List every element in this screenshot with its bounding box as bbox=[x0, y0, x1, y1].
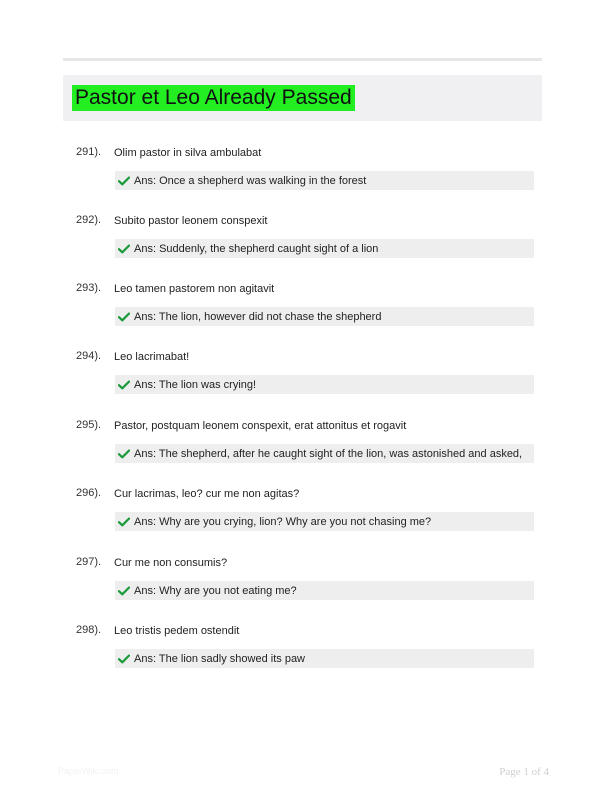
question-item bbox=[0, 282, 606, 342]
question-item bbox=[0, 214, 606, 274]
question-text: Leo tristis pedem ostendit bbox=[114, 625, 240, 637]
checkmark-icon bbox=[118, 380, 130, 390]
checkmark-icon bbox=[118, 244, 130, 254]
answer-box bbox=[115, 444, 534, 463]
checkmark-icon bbox=[118, 449, 130, 459]
question-item bbox=[0, 556, 606, 616]
question-number: 298). bbox=[76, 624, 102, 636]
answer-box bbox=[115, 307, 534, 326]
question-text: Pastor, postquam leonem conspexit, erat attonitus et rogavit bbox=[114, 420, 407, 432]
answer-text: Ans: The shepherd, after he caught sight of the lion, was astonished and asked, bbox=[134, 447, 523, 460]
question-text: Leo tamen pastorem non agitavit bbox=[114, 283, 275, 295]
question-number: 292). bbox=[76, 214, 102, 226]
question-item bbox=[0, 146, 606, 206]
page-indicator: Page 1 of 4 bbox=[499, 766, 549, 778]
answer-text: Ans: The lion, however did not chase the shepherd bbox=[134, 310, 382, 323]
question-item bbox=[0, 419, 606, 479]
checkmark-icon bbox=[118, 312, 130, 322]
answer-text: Ans: The lion sadly showed its paw bbox=[134, 652, 305, 665]
answer-box bbox=[115, 375, 534, 394]
page-title: Pastor et Leo Already Passed bbox=[72, 85, 355, 111]
answer-text: Ans: Suddenly, the shepherd caught sight of a lion bbox=[134, 242, 379, 255]
answer-box bbox=[115, 512, 534, 531]
answer-text: Ans: Once a shepherd was walking in the forest bbox=[134, 174, 367, 187]
question-item bbox=[0, 624, 606, 684]
answer-box bbox=[115, 649, 534, 668]
question-item bbox=[0, 487, 606, 547]
question-text: Cur me non consumis? bbox=[114, 557, 228, 569]
question-text: Subito pastor leonem conspexit bbox=[114, 215, 268, 227]
checkmark-icon bbox=[118, 176, 130, 186]
question-number: 294). bbox=[76, 350, 102, 362]
answer-box bbox=[115, 581, 534, 600]
question-number: 297). bbox=[76, 556, 102, 568]
question-text: Olim pastor in silva ambulabat bbox=[114, 147, 262, 159]
question-item bbox=[0, 350, 606, 410]
answer-box bbox=[115, 171, 534, 190]
question-number: 293). bbox=[76, 282, 102, 294]
question-number: 295). bbox=[76, 419, 102, 431]
answer-box bbox=[115, 239, 534, 258]
answer-text: Ans: The lion was crying! bbox=[134, 378, 257, 391]
checkmark-icon bbox=[118, 586, 130, 596]
answer-text: Ans: Why are you crying, lion? Why are you not chasing me? bbox=[134, 515, 432, 528]
answer-text: Ans: Why are you not eating me? bbox=[134, 584, 297, 597]
checkmark-icon bbox=[118, 517, 130, 527]
question-text: Cur lacrimas, leo? cur me non agitas? bbox=[114, 488, 300, 500]
checkmark-icon bbox=[118, 654, 130, 664]
question-number: 291). bbox=[76, 146, 102, 158]
question-text: Leo lacrimabat! bbox=[114, 351, 190, 363]
footer-watermark: PaperWiki.com bbox=[58, 766, 119, 776]
question-number: 296). bbox=[76, 487, 102, 499]
